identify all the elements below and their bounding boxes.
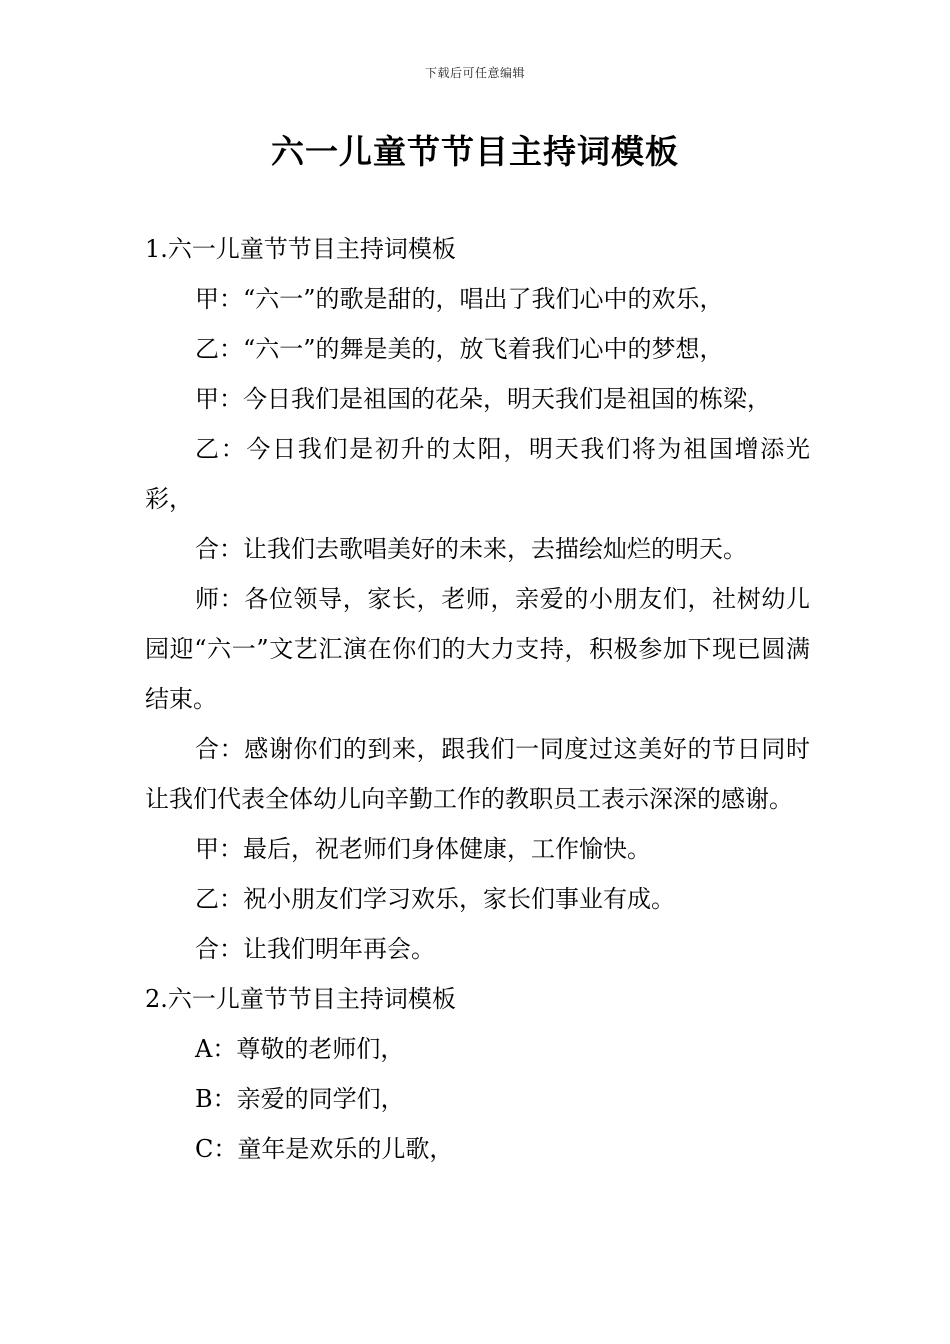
dialogue-line: 师：各位领导，家长，老师，亲爱的小朋友们，社树幼儿园迎“六一”文艺汇演在你们的大力支持，积极参加下现已圆满结束。 xyxy=(145,585,810,713)
dialogue-line: 乙：“六一”的舞是美的，放飞着我们心中的梦想， xyxy=(195,335,724,363)
dialogue-line: 合：让我们去歌唱美好的未来，去描绘灿烂的明天。 xyxy=(195,535,747,563)
dialogue-line: 甲：“六一”的歌是甜的，唱出了我们心中的欢乐， xyxy=(195,285,724,313)
dialogue-line: B：亲爱的同学们， xyxy=(195,1085,405,1113)
dialogue-line: 甲：今日我们是祖国的花朵，明天我们是祖国的栋梁， xyxy=(195,385,771,413)
dialogue-line: C：童年是欢乐的儿歌， xyxy=(195,1135,454,1163)
section-heading-1: 1.六一儿童节节目主持词模板 xyxy=(145,235,456,263)
dialogue-line: 合：感谢你们的到来，跟我们一同度过这美好的节日同时让我们代表全体幼儿向辛勤工作的教职员工表示深深的感谢。 xyxy=(145,735,810,813)
header-note: 下载后可任意编辑 xyxy=(424,66,525,80)
dialogue-line: 乙：今日我们是初升的太阳，明天我们将为祖国增添光彩， xyxy=(145,435,810,513)
document-title: 六一儿童节节目主持词模板 xyxy=(271,132,679,171)
dialogue-line: 甲：最后，祝老师们身体健康，工作愉快。 xyxy=(195,835,651,863)
dialogue-line: 合：让我们明年再会。 xyxy=(195,935,435,963)
document-body xyxy=(145,224,810,1174)
dialogue-line: A：尊敬的老师们， xyxy=(195,1035,405,1063)
section-heading-2: 2.六一儿童节节目主持词模板 xyxy=(145,985,456,1013)
dialogue-line: 乙：祝小朋友们学习欢乐，家长们事业有成。 xyxy=(195,885,675,913)
